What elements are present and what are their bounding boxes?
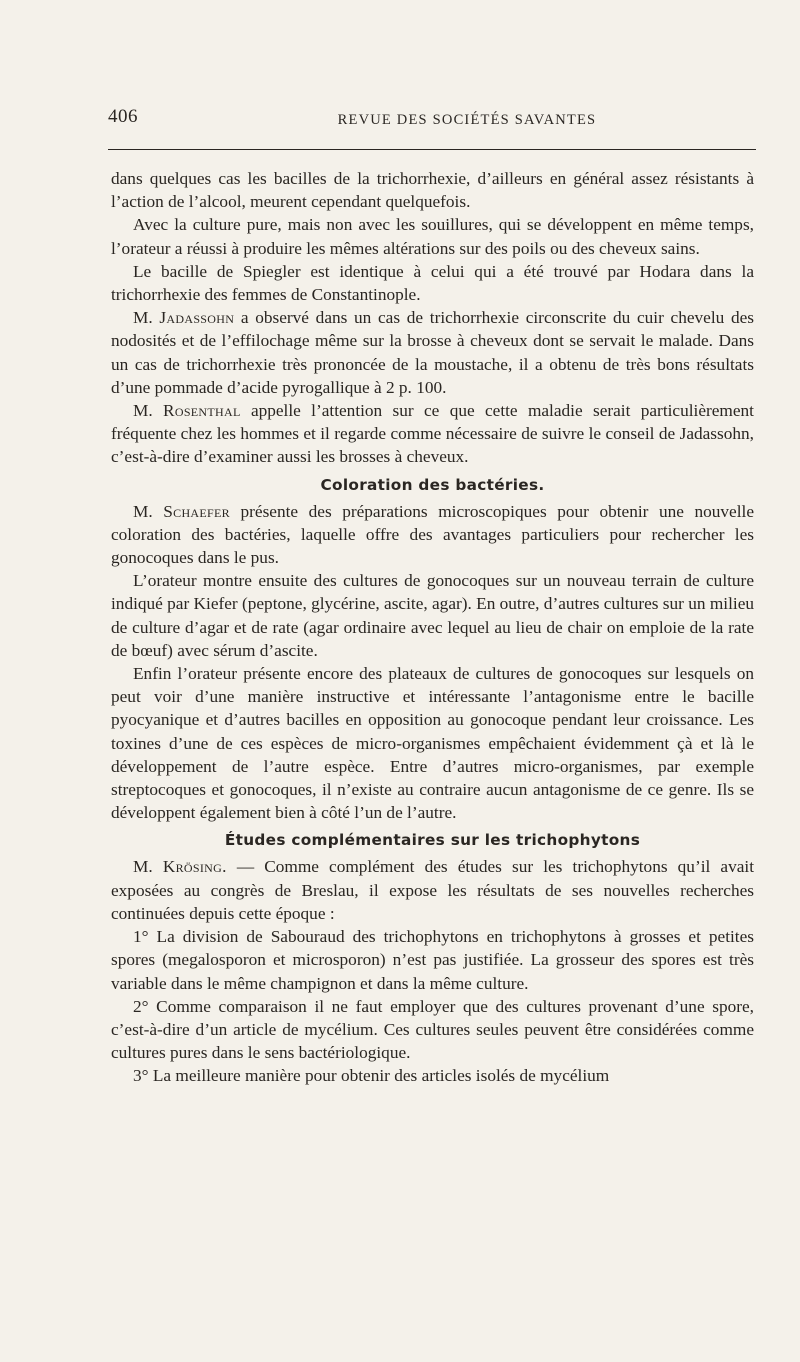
section-heading: Coloration des bactéries. xyxy=(320,475,545,494)
list-paragraph: 3° La meilleure manière pour obtenir des articles isolés de mycélium xyxy=(133,1066,610,1086)
paragraph xyxy=(111,306,754,399)
paragraph: L’orateur montre ensuite des cultures de gonocoques sur un nouveau terrain de culture indiqué par Kiefer (peptone, glycérine, ascite, agar). En outre, d’autres cultures sur un milieu de culture d’agar et de rate (agar ordinaire avec lequel au lieu de chair on emploie de la rate de bœuf) avec sérum d’ascite. xyxy=(111,571,755,660)
paragraph xyxy=(111,399,754,469)
paragraph xyxy=(111,855,754,925)
paragraph: Le bacille de Spiegler est identique à celui qui a été trouvé par Hodara dans la trichorrhexie des femmes de Constantinople. xyxy=(111,261,754,305)
speaker-title: M. xyxy=(133,857,153,877)
paragraph-text: a observé dans un cas de trichorrhexie circonscrite du cuir chevelu des nodosités et de l’effilochage même sur la brosse à cheveux dont se servait le malade. Dans un cas de trichorrhexie très prononcée de la moustache, il a obtenu de très bons résultats d’une pommade d’acide pyrogallique à 2 p. 100. xyxy=(111,308,755,397)
paragraph xyxy=(111,500,754,570)
speaker-title: M. xyxy=(133,501,153,521)
speaker-name: Krösing. xyxy=(162,857,227,877)
speaker-title: M. xyxy=(133,401,153,421)
body-text xyxy=(111,167,754,1088)
page-header xyxy=(108,106,756,136)
header-rule xyxy=(108,149,756,150)
list-paragraph: 2° Comme comparaison il ne faut employer que des cultures provenant d’une spore, c’est-à-dire d’un article de mycélium. Ces cultures seules peuvent être considérées comme cultures pures dans le sens bactériologique. xyxy=(111,996,754,1063)
paragraph-text: — Comme complément des études sur les trichophytons qu’il avait exposées au congrès de Breslau, il expose les résultats de ses nouvelles recherches continuées depuis cette époque : xyxy=(111,857,754,923)
page-number: 406 xyxy=(108,106,138,127)
speaker-name: Schaefer xyxy=(163,501,230,521)
paragraph: Enfin l’orateur présente encore des plateaux de cultures de gonocoques sur lesquels on peut voir d’une manière instructive et intéressante l’antagonisme entre le bacille pyocyanique et d’autres bacilles en opposition au gonocoque pendant leur croissance. Les toxines d’une de ces espèces de micro-organismes empêchaient évidemment çà et là le développement de l’autre espèce. Entre d’autres micro-organismes, par exemple streptocoques et gonocoques, il n’existe au contraire aucun antagonisme de ce genre. Ils se développent également bien à côté l’un de l’autre. xyxy=(111,664,754,823)
paragraph: dans quelques cas les bacilles de la trichorrhexie, d’ailleurs en général assez résistants à l’action de l’alcool, meurent cependant quelquefois. xyxy=(111,169,754,212)
paragraph-text: présente des préparations microscopiques pour obtenir une nouvelle coloration des bactéries, laquelle offre des avantages particuliers pour rechercher les gonocoques dans le pus. xyxy=(111,501,754,568)
paragraph-text: appelle l’attention sur ce que cette maladie serait particulièrement fréquente chez les hommes et il regarde comme nécessaire de suivre le conseil de Jadassohn, c’est-à-dire d’examiner aussi les brosses à cheveux. xyxy=(111,401,754,467)
speaker-name: Rosenthal xyxy=(163,401,241,421)
speaker-title: M. xyxy=(133,308,153,328)
paragraph: Avec la culture pure, mais non avec les souillures, qui se développent en même temps, l’orateur a réussi à produire les mêmes altérations sur des poils ou des cheveux sains. xyxy=(111,215,754,258)
list-paragraph: 1° La division de Sabouraud des trichophytons en trichophytons à grosses et petites spores (megalosporon et microsporon) n’est pas justifiée. La grosseur des spores est très variable dans le même champignon et dans la même culture. xyxy=(111,927,754,993)
section-heading: Études complémentaires sur les trichophytons xyxy=(224,831,641,850)
speaker-name: Jadassohn xyxy=(159,308,235,328)
running-title: REVUE DES SOCIÉTÉS SAVANTES xyxy=(337,112,597,128)
